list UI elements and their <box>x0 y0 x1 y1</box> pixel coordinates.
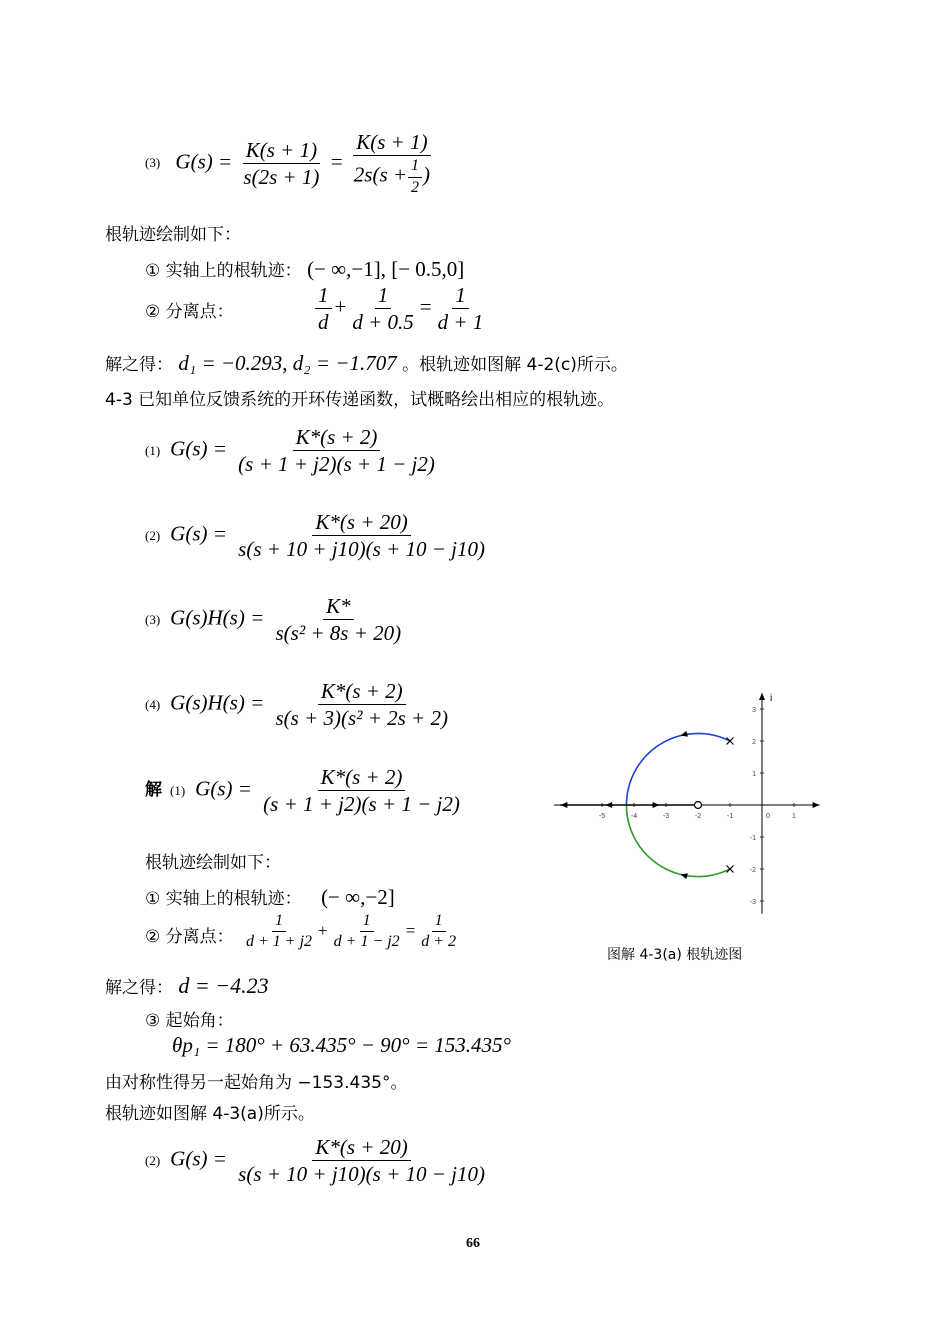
root-locus-chart <box>550 685 825 930</box>
solution-line: 解之得： d = −4.23 <box>105 973 269 998</box>
upper-arrow <box>680 731 688 739</box>
problem-formula-3: (3) G(s)H(s) = $\frac{K*}{\text{s(s² + 8s + 20)}}$ <box>145 594 402 646</box>
x-tick-label: 1 <box>792 813 796 820</box>
paragraph: 由对称性得另一起始角为 −153.435°。 <box>105 1073 408 1093</box>
paragraph: 根轨迹如图解 4-3(a)所示。 <box>105 1104 315 1124</box>
start-angle-equation: θp₁ = 180° + 63.435° − 90° = 153.435° <box>172 1033 511 1057</box>
fraction: $\frac{K(s + 1)}{s(2s + 1)}$ <box>243 137 320 189</box>
x-tick-label: -5 <box>598 813 606 820</box>
y-tick-label: -1 <box>749 835 756 842</box>
breakaway-equation: $\frac{1}{d + 1 + j2}$ + $\frac{1}{d + 1 - j2}$ = $\frac{1}{d + 2}$ <box>246 912 457 951</box>
y-tick-label: 1 <box>752 771 756 778</box>
formula-lhs: G(s) = <box>175 149 233 174</box>
lower-branch <box>626 805 730 877</box>
page-number: 66 <box>466 1236 480 1251</box>
x-tick-label: -2 <box>694 813 702 820</box>
y-tick-label: 3 <box>752 707 756 714</box>
x-axis-arrow <box>813 802 820 808</box>
upper-branch <box>626 733 730 805</box>
problem-title: 4-3 已知单位反馈系统的开环传递函数，试概略绘出相应的根轨迹。 <box>105 390 615 410</box>
solution-formula-2: (2) G(s) = $\frac{K*(s + 20)}{s(s + 10 + j10)(s + 10 - j10)}$ <box>145 1135 486 1187</box>
x-tick-label: -1 <box>726 813 734 820</box>
step-label: ③ 起始角： <box>145 1011 234 1031</box>
zero-marker <box>695 802 702 809</box>
x-tick-label: -3 <box>662 813 670 820</box>
lower-arrow <box>680 871 688 879</box>
problem-formula-2: (2) G(s) = $\frac{K*(s + 20)}{s(s + 10 + j10)(s + 10 - j10)}$ <box>145 510 486 562</box>
real-arrow-right <box>653 802 660 808</box>
real-arrow-left <box>560 802 567 808</box>
y-axis-label: i <box>770 693 773 704</box>
paragraph: 根轨迹绘制如下： <box>105 225 241 245</box>
step-label: ② 分离点： <box>145 302 234 322</box>
step-line: ① 实轴上的根轨迹： (− ∞,−2] <box>145 885 395 909</box>
x-tick-label: -4 <box>630 813 638 820</box>
y-axis-arrow <box>759 693 765 700</box>
pole-marker <box>727 866 734 873</box>
breakaway-equation: $\frac{1}{d}$ + $\frac{1}{d + 0.5}$ = $\frac{1}{d + 1}$ <box>312 283 489 334</box>
y-tick-label: 2 <box>752 739 756 746</box>
figure-caption: 图解 4-3(a) 根轨迹图 <box>607 947 743 963</box>
problem-formula-4: (4) G(s)H(s) = $\frac{K*(s + 2)}{\text{s(s + 3)(s² + 2s + 2)}}$ <box>145 679 448 731</box>
real-arrow-mid <box>605 802 612 808</box>
step-label: ② 分离点： <box>145 927 234 947</box>
item-label: (3) <box>145 155 161 171</box>
solution-formula-1: 解 (1) G(s) = $\frac{K*(s + 2)}{(s + 1 + j2)(s + 1 - j2)}$ <box>145 765 460 817</box>
x-tick-label: 0 <box>766 813 770 820</box>
problem-formula-1: (1) G(s) = $\frac{K*(s + 2)}{(s + 1 + j2)(s + 1 - j2)}$ <box>145 425 435 477</box>
paragraph: 根轨迹绘制如下： <box>145 853 281 873</box>
step-line: ① 实轴上的根轨迹： (− ∞,−1], [− 0.5,0] <box>145 257 465 281</box>
y-tick-label: -3 <box>749 899 756 906</box>
solution-line: 解之得： d₁ = −0.293, d₂ = −1.707 。根轨迹如图解 4-2(c)所示。 <box>105 351 628 375</box>
y-tick-label: -2 <box>749 867 756 874</box>
pole-marker <box>727 738 734 745</box>
fraction: K(s + 1) 2s(s + $\frac{1}{2}$ ) <box>353 130 431 196</box>
p3-formula: (3) G(s) = $\frac{K(s + 1)}{s(2s + 1)}$ = K(s + 1) 2s(s + $\frac{1}{2}$ ) <box>145 130 436 197</box>
